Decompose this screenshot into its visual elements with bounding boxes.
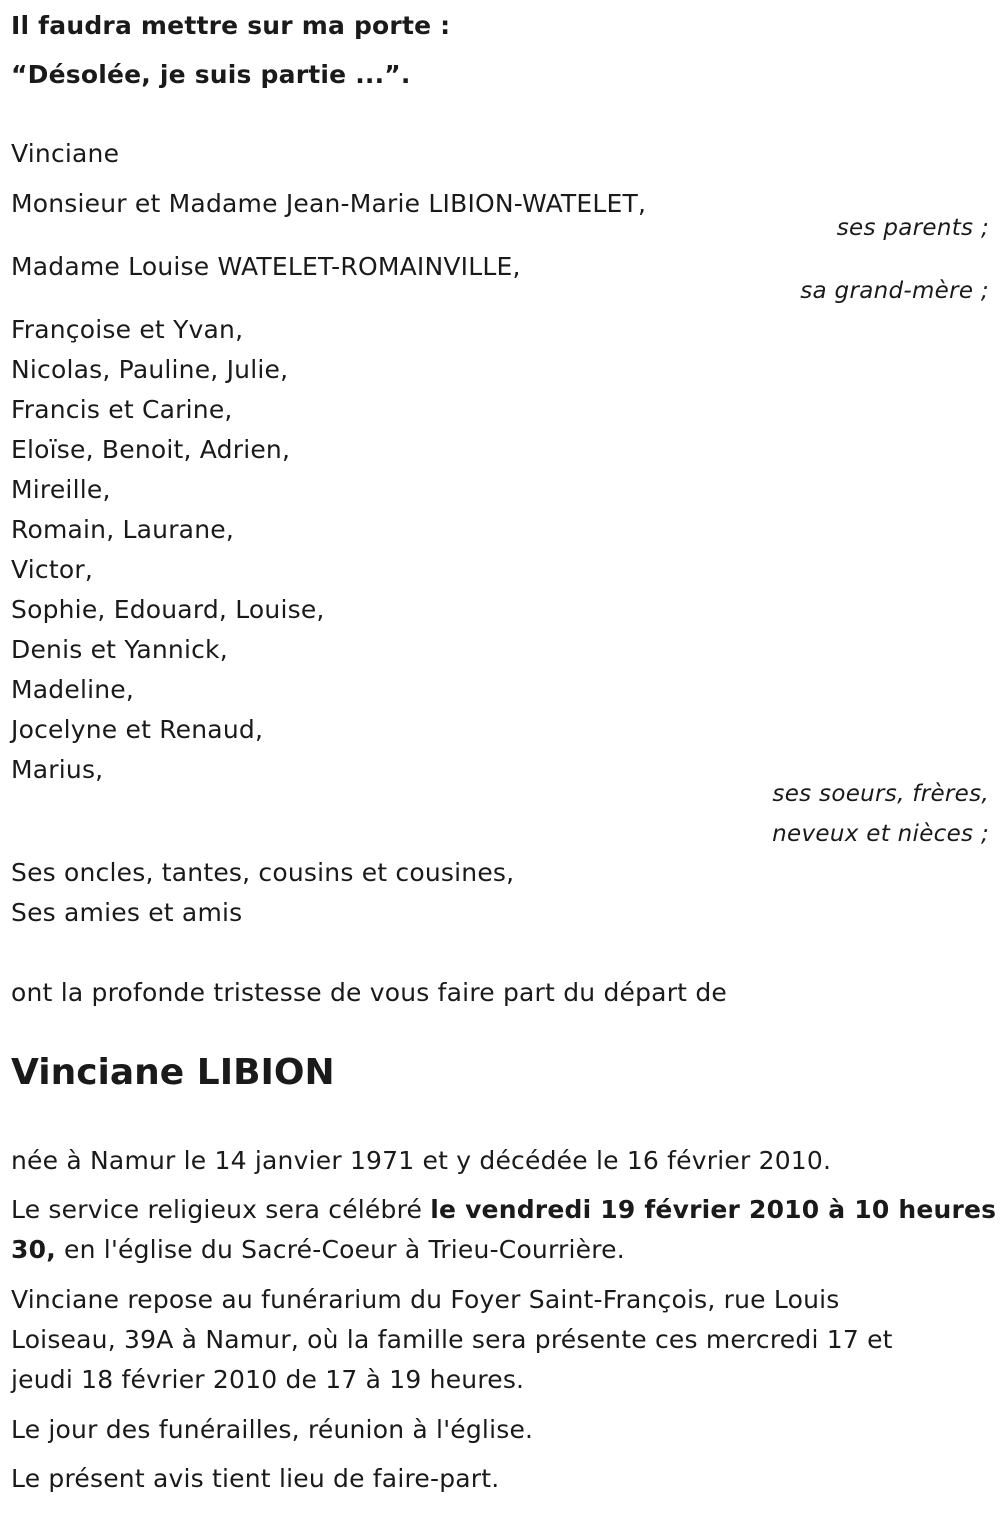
epigraph-line-1: Il faudra mettre sur ma porte : [11, 11, 451, 40]
grandmother-name: Madame Louise WATELET-ROMAINVILLE, [11, 252, 521, 281]
deceased-name: Vinciane LIBION [11, 1052, 335, 1093]
extended-family-line: Ses amies et amis [11, 898, 243, 927]
sibling-line: Sophie, Edouard, Louise, [11, 595, 325, 624]
sibling-line: Marius, [11, 755, 104, 784]
announcement: ont la profonde tristesse de vous faire part du départ de [11, 978, 727, 1007]
birth-death: née à Namur le 14 janvier 1971 et y décédée le 16 février 2010. [11, 1146, 832, 1175]
epigraph-line-2: “Désolée, je suis partie ...”. [11, 60, 411, 89]
funerarium-line: Vinciane repose au funérarium du Foyer Saint-François, rue Louis [11, 1285, 840, 1314]
funerarium-line: jeudi 18 février 2010 de 17 à 19 heures. [11, 1365, 525, 1394]
sibling-line: Madeline, [11, 675, 135, 704]
service-date-continued: 30, [11, 1235, 56, 1264]
sibling-line: Francis et Carine, [11, 395, 233, 424]
sibling-line: Denis et Yannick, [11, 635, 228, 664]
service-date: le vendredi 19 février 2010 à 10 heures [430, 1195, 997, 1224]
first-name: Vinciane [11, 139, 120, 168]
service-location: en l'église du Sacré-Coeur à Trieu-Courrière. [55, 1235, 625, 1264]
meeting-note: Le jour des funérailles, réunion à l'église. [11, 1415, 534, 1444]
sibling-line: Romain, Laurane, [11, 515, 234, 544]
funerarium-line: Loiseau, 39A à Namur, où la famille sera présente ces mercredi 17 et [11, 1325, 893, 1354]
grandmother-relation: sa grand-mère ; [800, 278, 989, 304]
service-line-2 [11, 1235, 625, 1265]
extended-family-line: Ses oncles, tantes, cousins et cousines, [11, 858, 515, 887]
siblings-relation-line-2: neveux et nièces ; [772, 821, 989, 847]
sibling-line: Victor, [11, 555, 93, 584]
siblings-relation-line-1: ses soeurs, frères, [772, 781, 989, 807]
service-intro: Le service religieux sera célébré [11, 1195, 431, 1224]
notice-note: Le présent avis tient lieu de faire-part. [11, 1464, 500, 1493]
sibling-line: Françoise et Yvan, [11, 315, 244, 344]
parents-relation: ses parents ; [836, 215, 989, 241]
sibling-line: Nicolas, Pauline, Julie, [11, 355, 289, 384]
sibling-line: Eloïse, Benoit, Adrien, [11, 435, 291, 464]
sibling-line: Mireille, [11, 475, 111, 504]
parents-name: Monsieur et Madame Jean-Marie LIBION-WATELET, [11, 189, 647, 218]
service-line-1 [11, 1195, 996, 1225]
sibling-line: Jocelyne et Renaud, [11, 715, 264, 744]
